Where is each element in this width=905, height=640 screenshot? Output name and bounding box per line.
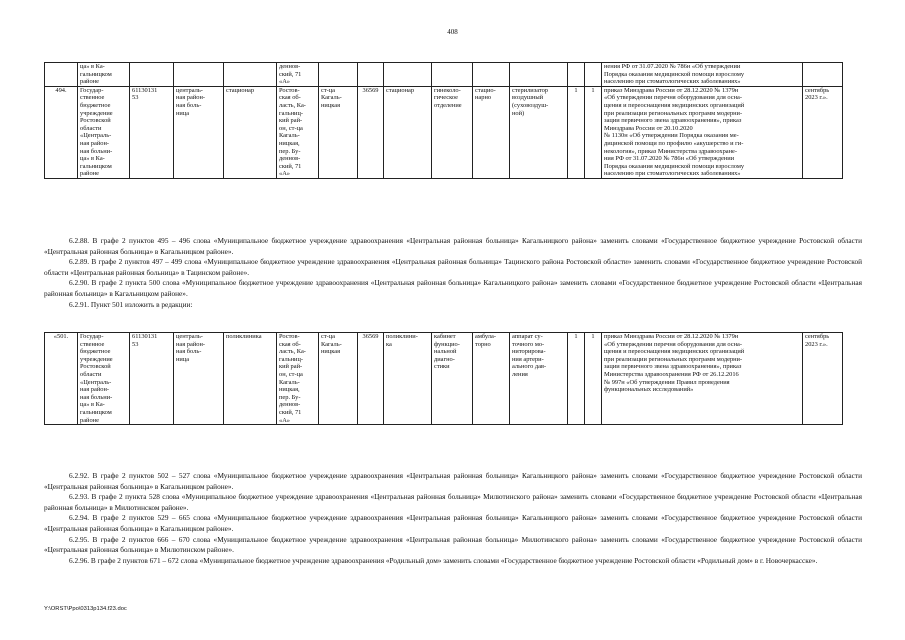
table-cell: 1 <box>585 86 602 178</box>
table-cell <box>130 63 174 87</box>
table-cell: 1 <box>585 333 602 425</box>
amendment-paragraphs-b <box>44 471 862 566</box>
table-cell <box>803 63 843 87</box>
table-cell <box>510 63 568 87</box>
register-table-new-item-501 <box>44 332 843 425</box>
amendment-paragraph: 6.2.92. В графе 2 пунктов 502 – 527 слова «Муниципальное бюджетное учреждение здравоохранения «Центральная районная больница» Кагальницкого района» заменить словами «Государственное бюджетное учреждение Ростовской области «Центральная районная больница» в Кагальницком районе». <box>44 471 862 491</box>
table-cell: 61130131 53 <box>130 333 174 425</box>
table-cell: ца» в Ка- гальницком районе <box>78 63 130 87</box>
amendment-paragraph: 6.2.96. В графе 2 пунктов 671 – 672 слова «Муниципальное бюджетное учреждение здравоохранения «Родильный дом» заменить словами «Государственное бюджетное учреждение Ростовской области «Родильный дом» в г. Новочеркасске». <box>69 555 818 565</box>
page-number: 408 <box>447 28 458 36</box>
register-table-continued <box>44 62 843 179</box>
table-cell: ст-ца Кагаль- ницкая <box>319 86 358 178</box>
table-cell: 61130131 53 <box>130 86 174 178</box>
table-cell: 1 <box>568 86 585 178</box>
table-cell: приказ Минздрава России от 28.12.2020 № 1379н «Об утверждении перечня оборудования для осна- щения и переоснащения медицинских организаций при реализации региональных программ модерни- зации первичного звена здравоохранения», приказ Министерства здравоохранения РФ от 26.12.2016 № 997н «Об утверждении Правил проведения функциональных исследований» <box>602 333 803 425</box>
table-cell: деннов- ский, 71 «А» <box>277 63 319 87</box>
amendment-paragraph: 6.2.95. В графе 2 пунктов 666 – 670 слова «Муниципальное бюджетное учреждение здравоохранения «Центральная районная больница» Милютинского района» заменить словами «Государственное бюджетное учреждение Ростовской области «Центральная районная больница» в Милютинском районе». <box>44 534 862 555</box>
amendment-paragraph: 6.2.90. В графе 2 пункта 500 слова «Муниципальное бюджетное учреждение здравоохранения «Центральная районная больница» Кагальницкого района» заменить словами «Государственное бюджетное учреждение Ростовской области «Центральная районная больница» в Кагальницком районе». <box>44 278 862 298</box>
amendment-paragraph: 6.2.93. В графе 2 пункта 528 слова «Муниципальное бюджетное учреждение здравоохранения «Центральная районная больница» Милютинского района» заменить словами «Государственное бюджетное учреждение Ростовской области «Центральная районная больница» в Милютинском районе». <box>44 492 862 512</box>
table-cell: поликлиника <box>224 333 277 425</box>
table-cell <box>432 63 473 87</box>
table-cell <box>568 63 585 87</box>
table-cell: аппарат су- точного мо- ниторирова- ния артери- ального дав- ления <box>510 333 568 425</box>
table-cell: стационар <box>224 86 277 178</box>
table-cell <box>224 63 277 87</box>
table-cell: амбула- торно <box>473 333 510 425</box>
table-cell: Государ- ственное бюджетное учреждение Ростовской области «Централь- ная район- ная больни- ца» в Ка- гальницком районе <box>78 86 130 178</box>
table-cell: стацио- нарно <box>473 86 510 178</box>
table-cell <box>358 63 384 87</box>
table-cell: нения РФ от 31.07.2020 № 786н «Об утверждении Порядка оказания медицинской помощи взрослому населению при стоматологических заболеваниях» <box>602 63 803 87</box>
table-cell: 494. <box>45 86 78 178</box>
table-cell: стерилизатор воздушный (суховоздуш- ной) <box>510 86 568 178</box>
table-cell <box>473 63 510 87</box>
table-row <box>45 63 843 87</box>
table-cell: Государ- ственное бюджетное учреждение Ростовской области «Централь- ная район- ная больни- ца» в Ка- гальницком районе <box>78 333 130 425</box>
file-path-footer: Y:\ORST\Ppo\0313p134.f23.doc <box>44 606 127 612</box>
table-cell: централь- ная район- ная боль- ница <box>174 86 224 178</box>
amendment-paragraphs-a <box>44 236 862 310</box>
amendment-paragraph: 6.2.94. В графе 2 пунктов 529 – 665 слова «Муниципальное бюджетное учреждение здравоохранения «Центральная районная больница» Кагальницкого района» заменить словами «Государственное бюджетное учреждение Ростовской области «Центральная районная больница» в Кагальницком районе». <box>44 513 862 533</box>
table-cell <box>45 63 78 87</box>
table-cell <box>585 63 602 87</box>
table-cell: Ростов- ская об- ласть, Ка- гальниц- кий рай- он, ст-ца Кагаль- ницкая, пер. Бу- деннов- ский, 71 «А» <box>277 333 319 425</box>
table-cell: 1 <box>568 333 585 425</box>
table-row <box>45 86 843 178</box>
table-cell: гинеколо- гическое отделение <box>432 86 473 178</box>
table-cell: централь- ная район- ная боль- ница <box>174 333 224 425</box>
table-cell: кабинет функцио- нальной диагно- стики <box>432 333 473 425</box>
table-cell: 36569 <box>358 333 384 425</box>
table-cell <box>319 63 358 87</box>
table-cell: сентябрь 2023 г.». <box>803 86 843 178</box>
amendment-paragraph: 6.2.88. В графе 2 пунктов 495 – 496 слова «Муниципальное бюджетное учреждение здравоохранения «Центральная районная больница» Кагальницкого района» заменить словами «Государственное бюджетное учреждение Ростовской области «Центральная районная больница» в Кагальницком районе». <box>44 236 862 256</box>
table-cell: ст-ца Кагаль- ницкая <box>319 333 358 425</box>
table-cell: сентябрь 2023 г.». <box>803 333 843 425</box>
table-cell: Ростов- ская об- ласть, Ка- гальниц- кий рай- он, ст-ца Кагаль- ницкая, пер. Бу- деннов- ский, 71 «А» <box>277 86 319 178</box>
table-cell: стационар <box>384 86 432 178</box>
table-row <box>45 333 843 425</box>
table-cell: «501. <box>45 333 78 425</box>
table-cell: поликлини- ка <box>384 333 432 425</box>
table-cell: 36569 <box>358 86 384 178</box>
amendment-paragraph: 6.2.91. Пункт 501 изложить в редакции: <box>69 299 193 309</box>
table-cell <box>384 63 432 87</box>
table-cell: приказ Минздрава России от 28.12.2020 № 1379н «Об утверждении перечня оборудования для осна- щения и переоснащения медицинских организаций при реализации региональных программ модерни- зации первичного звена здравоохранения», приказ Минздрава России от 20.10.2020 № 1130н «Об утверждении Порядка оказания ме- дицинской помощи по профилю «акушерство и ги- некология», приказ Министерства здравоохране- ния РФ от 31.07.2020 № 786н «Об утверждении Порядка оказания медицинской помощи взрослому населению при стоматологических заболеваниях» <box>602 86 803 178</box>
table-cell <box>174 63 224 87</box>
amendment-paragraph: 6.2.89. В графе 2 пунктов 497 – 499 слова «Муниципальное бюджетное учреждение здравоохранения «Центральная районная больница» Тацинского района Ростовской области» заменить словами «Государственное бюджетное учреждение Ростовской области «Центральная районная больница» в Тацинском районе». <box>44 257 862 277</box>
